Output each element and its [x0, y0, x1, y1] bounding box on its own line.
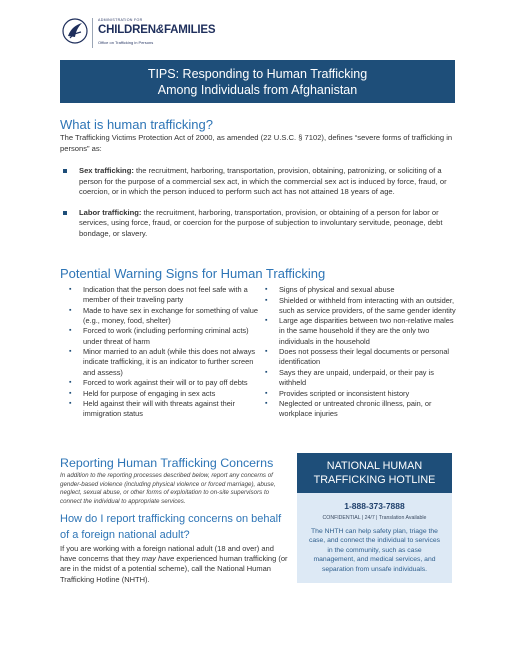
hotline-tags: CONFIDENTIAL | 24/7 | Translation Available: [322, 515, 427, 521]
definition-text: the recruitment, harboring, transportation, provision, or obtaining of a person for labor or services, using force, fraud, or coercion for the purpose of subjection to involuntary servitude, peonage, debt bondage, or slavery.: [79, 207, 443, 238]
logo-divider: [92, 18, 93, 48]
hotline-description: The NHTH can help safety plan, triage the case, and connect the individual to services in the community, such as case management, and medical services, and separation from unsafe individuals.: [308, 528, 441, 573]
reporting-note: In addition to the reporting processes described below, report any concerns of gender-based violence (including physical violence or forced marriage), abuse, neglect, sexual abuse, or other forms of exploitation to on-site supervisors to connect the individual to appropriate services.: [60, 472, 276, 505]
reporting-body-post: experienced human trafficking (or are in the midst of a potential scheme), call the National Human Trafficking Hotline (NHTH).: [60, 554, 288, 584]
hotline-phone-number[interactable]: 1-888-373-7888: [344, 501, 405, 511]
reporting-subheading: How do I report trafficking concerns on behalf of a foreign national adult?: [60, 513, 282, 541]
warning-sign-item: ▪ Made to have sex in exchange for something of value (e.g., money, food, shelter): [66, 306, 259, 326]
warning-signs-left-list: [66, 285, 259, 420]
definition-text: the recruitment, harboring, transportation, provision, obtaining, patronizing, or soliciting of a person for the purpose of a commercial sex act, in which the commercial sex act is induced by force, fraud, or coercion, or in which the person induced to perform such act has not attained 18 years of age.: [79, 166, 447, 197]
warning-sign-item: ▪ Shielded or withheld from interacting with an outsider, such as service providers, of the same gender identity: [262, 296, 457, 316]
hotline-header: [297, 453, 452, 493]
warning-sign-item: ▪ Minor married to an adult (while this does not always indicate trafficking, it is an indicator to further screen and assess): [66, 347, 259, 378]
hotline-title-line-1: NATIONAL HUMAN: [326, 460, 423, 472]
warning-signs-right-list: [262, 285, 457, 420]
term-labor-trafficking: Labor trafficking:: [79, 207, 142, 217]
logo-word-children: CHILDREN: [98, 24, 156, 36]
acf-logo: [62, 14, 222, 52]
reporting-body: [60, 544, 288, 585]
warning-sign-item: ▪ Forced to work (including performing criminal acts) under threat of harm: [66, 326, 259, 346]
warning-sign-item: ▪ Held for purpose of engaging in sex acts: [66, 389, 259, 399]
reporting-body-pre: If you are working with a foreign national adult (18 and over) and have concerns that they: [60, 544, 274, 564]
title-line-2: Among Individuals from Afghanistan: [157, 83, 358, 97]
logo-wordmark: [98, 24, 215, 36]
hotline-title-line-2: TRAFFICKING HOTLINE: [313, 474, 436, 486]
warning-sign-item: ▪ Provides scripted or inconsistent history: [262, 389, 457, 399]
title-line-1: TIPS: Responding to Human Trafficking: [147, 67, 368, 81]
definition-labor-trafficking: [63, 208, 455, 240]
what-is-intro: The Trafficking Victims Protection Act of 2000, as amended (22 U.S.C. § 7102), defines “severe forms of trafficking in persons” as:: [60, 133, 453, 153]
definition-sex-trafficking: [63, 166, 455, 198]
hhs-seal-icon: [62, 16, 88, 46]
warning-sign-item: ▪ Held against their will with threats against their immigration status: [66, 399, 259, 419]
logo-admin-text: ADMINISTRATION FOR: [98, 18, 143, 22]
logo-office-text: Office on Trafficking in Persons: [98, 40, 154, 45]
logo-ampersand: &: [155, 24, 164, 36]
warning-sign-item: ▪ Large age disparities between two non-relative males in the same household if they are the only two individuals in the household: [262, 316, 457, 347]
warning-sign-item: ▪ Forced to work against their will or to pay off debts: [66, 378, 259, 388]
warning-sign-item: ▪ Does not possess their legal documents or personal identification: [262, 347, 457, 367]
warning-sign-item: ▪ Indication that the person does not feel safe with a member of their traveling party: [66, 285, 259, 305]
definition-list: [63, 166, 455, 240]
title-banner: [60, 60, 455, 103]
term-sex-trafficking: Sex trafficking:: [79, 166, 134, 175]
what-is-heading: What is human trafficking?: [60, 117, 213, 132]
warning-sign-item: ▪ Says they are unpaid, underpaid, or their pay is withheld: [262, 368, 457, 388]
warning-sign-item: ▪ Signs of physical and sexual abuse: [262, 285, 457, 295]
hotline-callout: [297, 453, 452, 583]
reporting-body-emphasis: may have: [141, 554, 175, 564]
warning-signs-heading: Potential Warning Signs for Human Trafficking: [60, 266, 326, 281]
reporting-heading: Reporting Human Trafficking Concerns: [60, 456, 274, 470]
logo-word-families: FAMILIES: [163, 24, 216, 36]
warning-sign-item: ▪ Neglected or untreated chronic illness, pain, or workplace injuries: [262, 399, 457, 419]
